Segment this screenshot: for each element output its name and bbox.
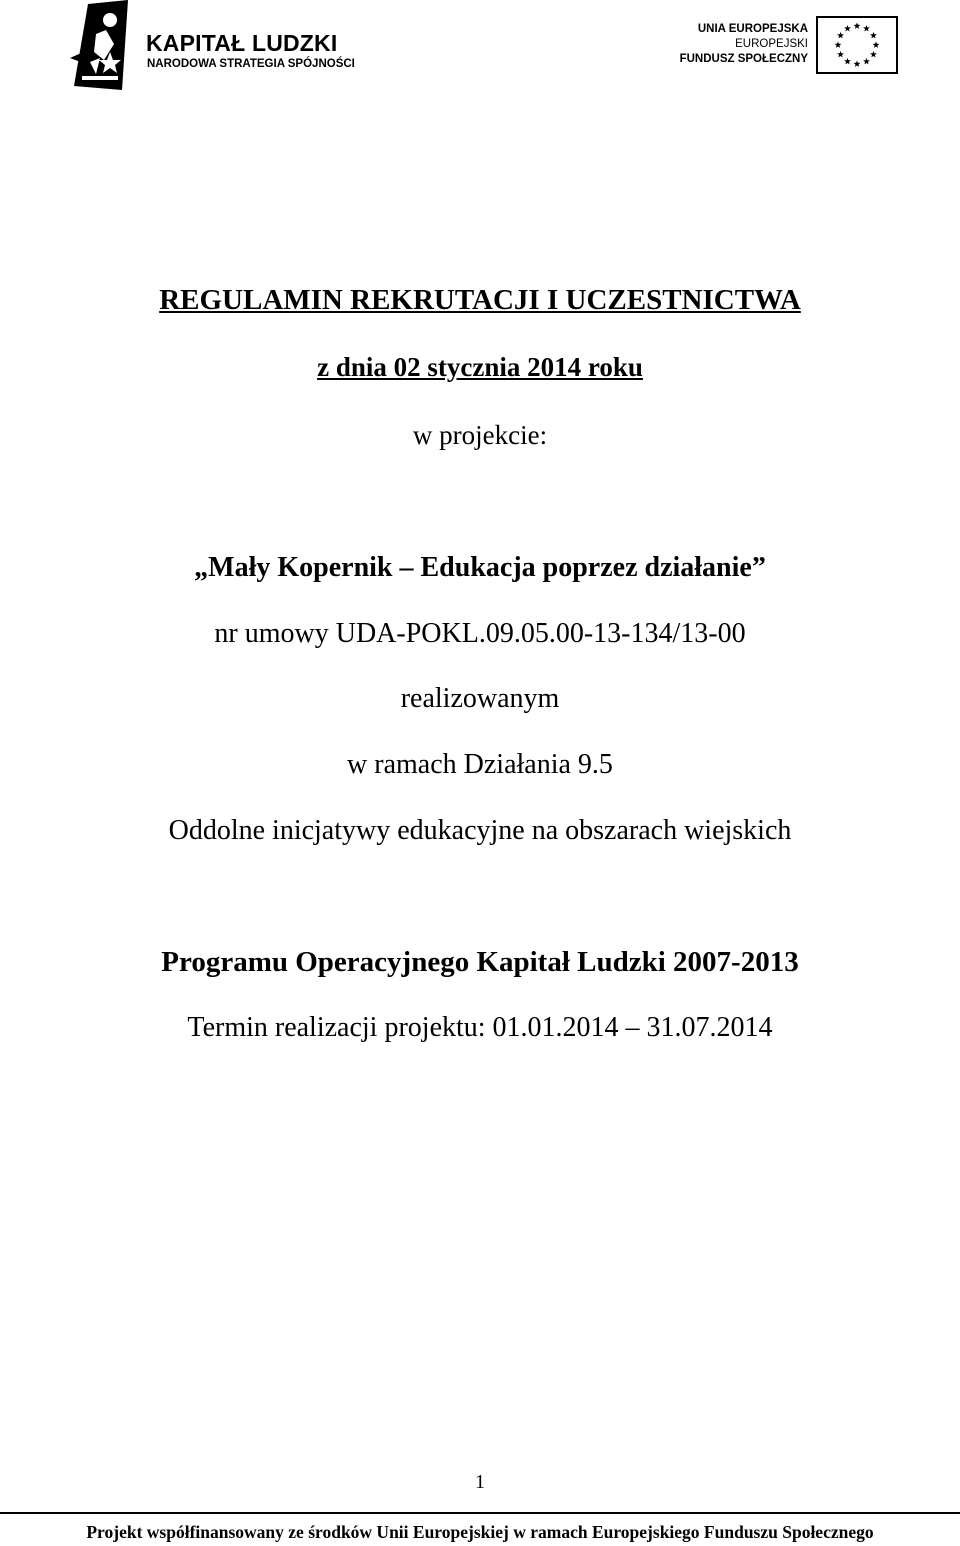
kapital-ludzki-title: KAPITAŁ LUDZKI xyxy=(146,30,338,56)
eu-logo-line2: EUROPEJSKI xyxy=(735,38,808,50)
realized-label: realizowanym xyxy=(400,683,560,714)
in-project-label: w projekcie: xyxy=(412,420,548,450)
action-name: Oddolne inicjatywy edukacyjne na obszarach wiejskich xyxy=(168,815,792,846)
document-date: z dnia 02 stycznia 2014 roku xyxy=(317,352,643,382)
project-name: „Mały Kopernik – Edukacja poprzez działanie” xyxy=(194,552,766,583)
program-name: Programu Operacyjnego Kapitał Ludzki 2007-2013 xyxy=(161,946,799,978)
eu-logo xyxy=(668,16,900,76)
contract-number: nr umowy UDA-POKL.09.05.00-13-134/13-00 xyxy=(214,618,746,649)
footer-text: Projekt współfinansowany ze środków Unii Europejskiej w ramach Europejskiego Funduszu Społecznego xyxy=(86,1522,874,1542)
footer-divider xyxy=(0,1512,960,1514)
eu-logo-line3: FUNDUSZ SPOŁECZNY xyxy=(679,53,808,65)
page-number: 1 xyxy=(475,1471,485,1493)
kapital-ludzki-subtitle: NARODOWA STRATEGIA SPÓJNOŚCI xyxy=(147,58,355,70)
action-number: w ramach Działania 9.5 xyxy=(347,749,613,780)
document-title: REGULAMIN REKRUTACJI I UCZESTNICTWA xyxy=(159,284,801,316)
eu-logo-line1: UNIA EUROPEJSKA xyxy=(697,23,808,35)
eu-logo-text xyxy=(668,22,808,67)
project-term: Termin realizacji projektu: 01.01.2014 – 31.07.2014 xyxy=(187,1012,773,1043)
kapital-ludzki-logo xyxy=(66,0,356,92)
eu-flag-icon xyxy=(816,16,898,74)
kapital-ludzki-logo-icon xyxy=(66,0,130,90)
